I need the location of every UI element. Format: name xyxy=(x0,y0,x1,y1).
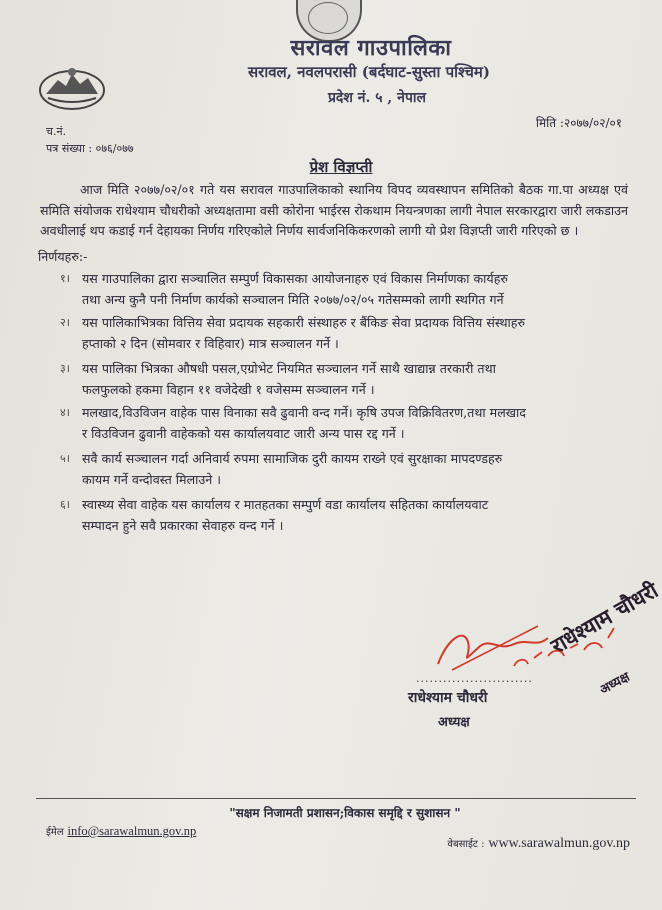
footer-website xyxy=(447,836,630,852)
decision-item xyxy=(60,312,620,354)
subject-heading: प्रेश विज्ञप्ती xyxy=(309,158,373,176)
decision-number: २। xyxy=(60,316,70,329)
decision-line: मलखाद,विउविजन वाहेक पास विनाका सवै ढुवानी वन्द गर्ने। कृषि उपज विक्रिवितरण,तथा मलखाद xyxy=(82,405,526,420)
decision-line: स्वास्थ्य सेवा वाहेक यस कार्यालय र मातहतका सम्पुर्ण वडा कार्यालय सहितका कार्यालयवाट xyxy=(82,497,489,512)
decision-item xyxy=(60,494,620,536)
decision-line: तथा अन्य कुनै पनी निर्माण कार्यको सञ्चालन मिति २०७७/०२/०५ गतेसम्मको लागी स्थगित गर्ने xyxy=(82,292,504,307)
decision-number: ५। xyxy=(60,452,70,465)
footer-email xyxy=(46,824,196,839)
email-label: ईमेल xyxy=(46,827,64,838)
intro-paragraph: आज मिति २०७७/०२/०१ गते यस सरावल गाउपालिकाको स्थानिय विपद व्यवस्थापन समितिको बैठक गा.पा अध्यक्ष एवं समिति संयोजक राधेश्याम चौधरीको अध्यक्षतामा वसी कोरोना भाईरस रोकथाम नियन्त्रणका लागी नेपाल सरकारद्वारा जारी लकडाउन अवधीलाई थप कडाई गर्न देहायका निर्णय गरिएकोले निर्णय सार्वजनिकिकरणको लागी यो प्रेश विज्ञप्ती जारी गरिएको छ । xyxy=(40,182,628,238)
cha-no: च.नं. xyxy=(46,125,67,138)
decision-item xyxy=(60,448,620,490)
decision-line: हप्ताको २ दिन (सोमवार र विहिवार) मात्र सञ्चालन गर्ने । xyxy=(82,336,339,351)
decision-number: ६। xyxy=(60,498,70,511)
decision-line: फलफुलको हकमा विहान ११ वजेदेखी १ वजेसम्म सञ्चालन गर्ने । xyxy=(82,382,375,397)
stamp-name: राधेश्याम चौधरी xyxy=(546,577,662,659)
decision-line: सम्पादन हुने सवै प्रकारका सेवाहरु वन्द गर्ने । xyxy=(82,518,284,533)
signature-dots: .......................... xyxy=(416,672,533,685)
decision-number: १। xyxy=(60,272,70,285)
signatory-title: अध्यक्ष xyxy=(438,715,470,730)
footer-motto: "सक्षम निजामती प्रशासन;विकास समृद्दि र सुशासन " xyxy=(229,806,461,820)
decisions-label: निर्णयहरु:- xyxy=(38,249,88,264)
stamp-title: अध्यक्ष xyxy=(597,669,633,698)
letter-date: मिति :२०७७/०२/०१ xyxy=(535,116,622,130)
decision-line: सवै कार्य सञ्चालन गर्दा अनिवार्य रुपमा सामाजिक दुरी कायम राख्ने एवं सुरक्षाका मापदण्डहरु xyxy=(82,451,503,466)
municipality-address: सरावल, नवलपरासी (बर्दघाट-सुस्ता पश्चिम) xyxy=(248,63,490,81)
decision-line: यस पालिका भित्रका औषधी पसल,एग्रोभेट नियमित सञ्चालन गर्ने साथै खाद्यान्न तरकारी तथा xyxy=(82,361,496,376)
decision-item xyxy=(60,268,620,310)
footer-divider xyxy=(36,798,636,799)
decision-number: ३। xyxy=(60,362,70,375)
province-line: प्रदेश नं. ५ , नेपाल xyxy=(327,90,427,106)
decision-line: यस गाउपालिका द्वारा सञ्चालित सम्पुर्ण विकासका आयोजनाहरु एवं विकास निर्माणका कार्यहरु xyxy=(82,271,508,286)
email-link[interactable]: info@sarawalmun.gov.np xyxy=(67,824,197,838)
decision-line: यस पालिकाभित्रका वित्तिय सेवा प्रदायक सहकारी संस्थाहरु र बैंकिङ सेवा प्रदायक वित्तिय संस्थाहरु xyxy=(82,315,526,330)
decision-line: कायम गर्ने वन्दोवस्त मिलाउने । xyxy=(82,472,222,487)
municipality-name: सरावल गाउपालिका xyxy=(290,35,452,61)
decision-number: ४। xyxy=(60,406,70,419)
decision-line: र विउविजन ढुवानी वाहेकको यस कार्यालयवाट जारी अन्य पास रद्द गर्ने । xyxy=(82,426,405,441)
website-link[interactable]: www.sarawalmun.gov.np xyxy=(488,836,630,851)
patra-sankhya: पत्र संख्या : ०७६/०७७ xyxy=(46,142,134,155)
signatory-name: राधेश्याम चौधरी xyxy=(408,690,488,706)
decision-item xyxy=(60,358,620,400)
website-label: वेबसाईट : xyxy=(447,839,485,850)
decision-item xyxy=(60,402,620,444)
